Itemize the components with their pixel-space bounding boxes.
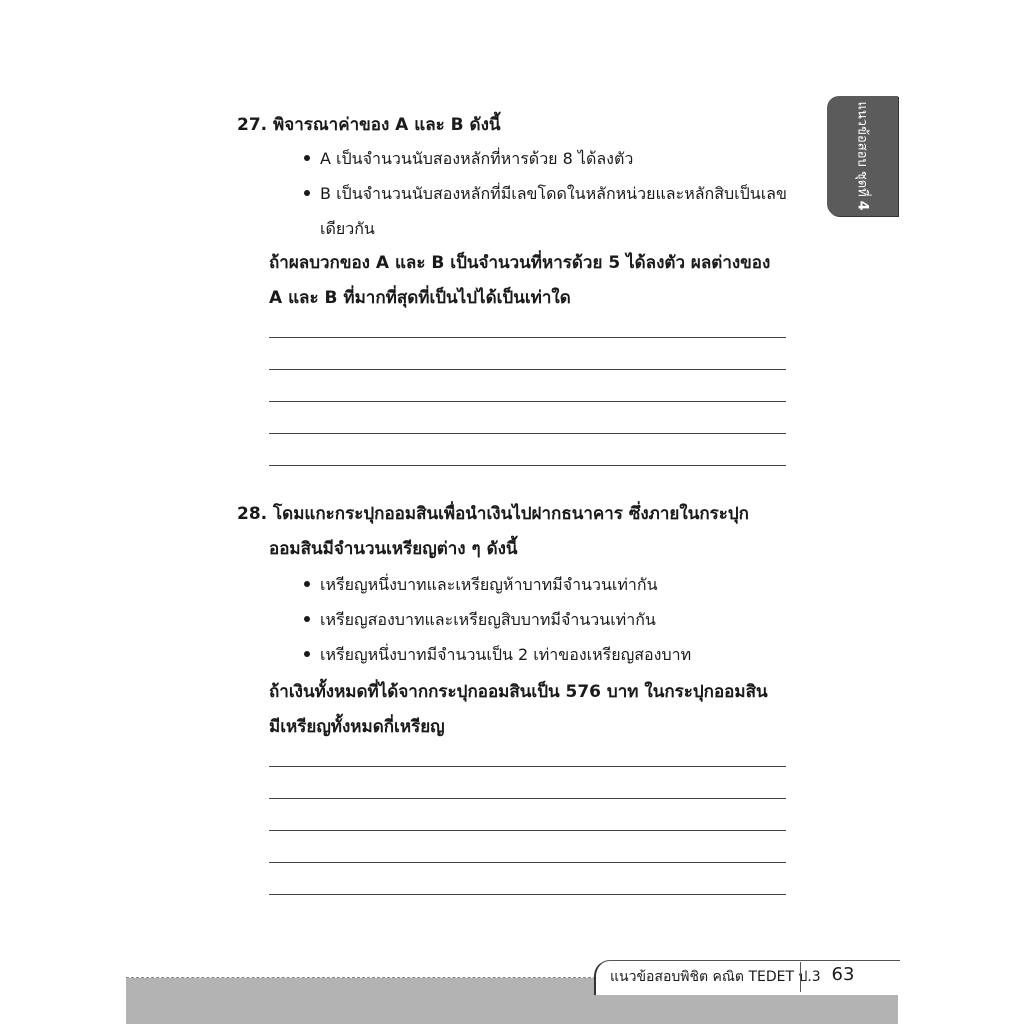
list-item [304,637,691,672]
question-prompt-line: A และ B ที่มากที่สุดที่เป็นไปได้เป็นเท่าใด [269,288,571,308]
side-tab-text [852,102,873,211]
question-prompt-line: ถ้าเงินทั้งหมดที่ได้จากกระปุกออมสินเป็น 576 บาท ในกระปุกออมสิน [269,682,768,702]
section-side-tab [827,96,898,216]
footer-divider [800,962,801,992]
question-title: โดมแกะกระปุกออมสินเพื่อนำเงินไปฝากธนาคาร ซึ่งภายในกระปุก [273,504,749,524]
footer-book-title: แนวข้อสอบพิชิต คณิต TEDET ป.3 [610,969,821,985]
question-prompt-line: มีเหรียญทั้งหมดกี่เหรียญ [269,717,445,737]
page-number: 63 [831,964,855,985]
answer-line [269,894,786,895]
answer-line [269,830,786,831]
list-item [304,141,633,176]
bullet-text: เหรียญหนึ่งบาทและเหรียญห้าบาทมีจำนวนเท่ากัน [320,575,658,594]
answer-line [269,465,786,466]
bullet-icon [304,651,310,657]
question-title: พิจารณาค่าของ A และ B ดังนี้ [273,115,501,135]
question-number: 28. [237,504,268,524]
side-tab-number: 4 [854,200,870,211]
question-number: 27. [237,115,268,135]
answer-line [269,337,786,338]
bullet-icon [304,155,310,161]
bullet-icon [304,190,310,196]
answer-line [269,862,786,863]
question-27-heading [237,108,501,143]
bullet-icon [304,581,310,587]
question-28-heading [237,497,749,532]
bullet-continuation-text: เดียวกัน [320,219,375,238]
answer-line [269,401,786,402]
bullet-text: B เป็นจำนวนนับสองหลักที่มีเลขโดดในหลักหน่วยและหลักสิบเป็นเลข [320,184,787,203]
question-prompt-line: ถ้าผลบวกของ A และ B เป็นจำนวนที่หารด้วย 5 ได้ลงตัว ผลต่างของ [269,253,771,273]
question-title-continuation: ออมสินมีจำนวนเหรียญต่าง ๆ ดังนี้ [269,539,518,559]
bullet-text: เหรียญสองบาทและเหรียญสิบบาทมีจำนวนเท่ากัน [320,610,656,629]
bullet-text: A เป็นจำนวนนับสองหลักที่หารด้วย 8 ได้ลงตัว [320,149,634,168]
bullet-text: เหรียญหนึ่งบาทมีจำนวนเป็น 2 เท่าของเหรียญสองบาท [320,645,692,664]
answer-line [269,766,786,767]
bullet-continuation [320,211,375,246]
answer-line [269,433,786,434]
list-item [304,567,658,602]
answer-line [269,798,786,799]
list-item [304,602,656,637]
list-item [304,176,787,211]
bullet-icon [304,616,310,622]
answer-line [269,369,786,370]
side-tab-label: แนวข้อสอบ ชุดที่ [854,101,869,197]
